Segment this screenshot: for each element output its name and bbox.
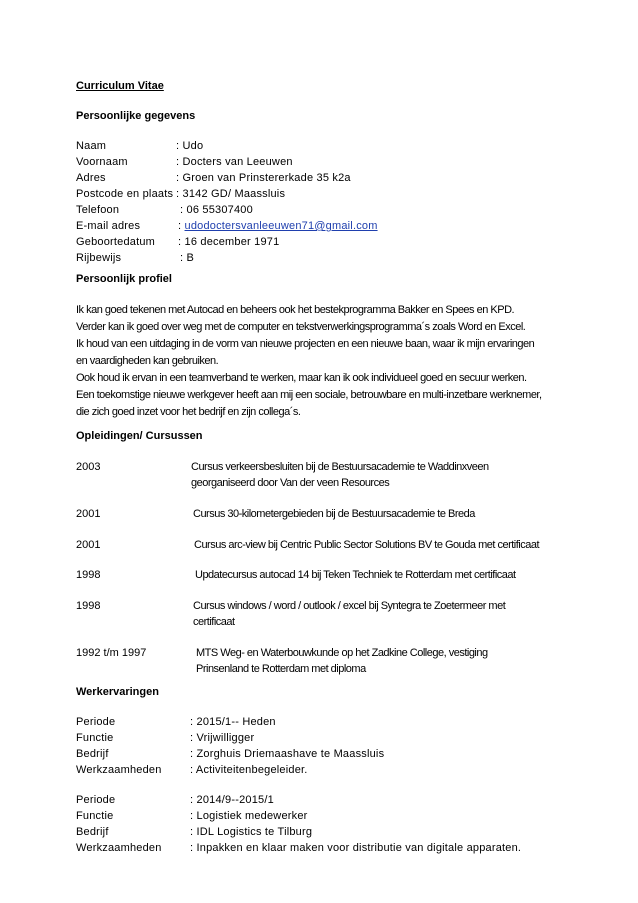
work-label: Functie xyxy=(76,732,114,744)
document-title: Curriculum Vitae xyxy=(76,80,164,92)
label-email: E-mail adres xyxy=(76,220,141,232)
education-desc: Updatecursus autocad 14 bij Teken Techniek te Rotterdam met certificaat xyxy=(195,569,516,581)
email-link[interactable]: udodoctersvanleeuwen71@gmail.com xyxy=(184,220,378,232)
profile-heading: Persoonlijk profiel xyxy=(76,273,172,285)
label-geboortedatum: Geboortedatum xyxy=(76,236,156,248)
label-naam: Naam xyxy=(76,140,107,152)
work-label: Functie xyxy=(76,810,114,822)
label-telefoon: Telefoon xyxy=(76,204,120,216)
education-year: 1998 xyxy=(76,600,101,612)
work-value: : Inpakken en klaar maken voor distributie van digitale apparaten. xyxy=(190,842,522,854)
work-value: : IDL Logistics te Tilburg xyxy=(190,826,313,838)
education-desc: MTS Weg- en Waterbouwkunde op het Zadkine College, vestiging xyxy=(196,647,488,659)
personal-heading: Persoonlijke gegevens xyxy=(76,110,196,122)
value-postcode: : 3142 GD/ Maassluis xyxy=(176,188,286,200)
profile-line: Ik kan goed tekenen met Autocad en beheers ook het bestekprogramma Bakker en Spees en KPD. xyxy=(76,304,515,316)
education-desc: Cursus windows / word / outlook / excel bij Syntegra te Zoetermeer met xyxy=(193,600,506,612)
value-rijbewijs: : B xyxy=(180,252,195,264)
education-year: 2001 xyxy=(76,508,101,520)
email-prefix: : xyxy=(178,220,185,232)
profile-line: Ik houd van een uitdaging in de vorm van nieuwe projecten en een nieuwe baan, waar ik mijn ervaringen xyxy=(76,338,535,350)
profile-line: Een toekomstige nieuwe werkgever heeft aan mij een sociale, betrouwbare en multi-inzetbare werknemer, xyxy=(76,389,542,401)
education-desc: certificaat xyxy=(193,616,235,628)
work-value: : Vrijwilligger xyxy=(190,732,255,744)
profile-line: Ook houd ik ervan in een teamverband te werken, maar kan ik ook individueel goed en secuur werken. xyxy=(76,372,527,384)
label-adres: Adres xyxy=(76,172,106,184)
education-desc: Cursus arc-view bij Centric Public Sector Solutions BV te Gouda met certificaat xyxy=(194,539,540,551)
work-value: : Activiteitenbegeleider. xyxy=(190,764,308,776)
work-label: Periode xyxy=(76,716,116,728)
education-year: 1992 t/m 1997 xyxy=(76,647,147,659)
education-heading: Opleidingen/ Cursussen xyxy=(76,430,203,442)
education-year: 1998 xyxy=(76,569,101,581)
value-naam: : Udo xyxy=(176,140,204,152)
value-email xyxy=(178,219,378,233)
value-telefoon: : 06 55307400 xyxy=(180,204,253,216)
profile-line: Verder kan ik goed over weg met de computer en tekstverwerkingsprogramma´s zoals Word en Excel. xyxy=(76,321,526,333)
education-desc: Prinsenland te Rotterdam met diploma xyxy=(196,663,366,675)
label-rijbewijs: Rijbewijs xyxy=(76,252,122,264)
profile-line: die zich goed inzet voor het bedrijf en zijn collega´s. xyxy=(76,406,301,418)
work-label: Werkzaamheden xyxy=(76,842,162,854)
education-year: 2001 xyxy=(76,539,101,551)
work-value: : 2014/9--2015/1 xyxy=(190,794,274,806)
value-adres: : Groen van Prinstererkade 35 k2a xyxy=(176,172,351,184)
label-postcode: Postcode en plaats xyxy=(76,188,174,200)
value-geboortedatum: : 16 december 1971 xyxy=(178,236,280,248)
value-voornaam: : Docters van Leeuwen xyxy=(176,156,293,168)
work-label: Werkzaamheden xyxy=(76,764,162,776)
work-value: : Zorghuis Driemaashave te Maassluis xyxy=(190,748,385,760)
work-value: : 2015/1-- Heden xyxy=(190,716,276,728)
education-desc: Cursus verkeersbesluiten bij de Bestuursacademie te Waddinxveen xyxy=(191,461,489,473)
work-value: : Logistiek medewerker xyxy=(190,810,308,822)
work-label: Periode xyxy=(76,794,116,806)
education-year: 2003 xyxy=(76,461,101,473)
work-heading: Werkervaringen xyxy=(76,686,159,698)
profile-line: en vaardigheden kan gebruiken. xyxy=(76,355,219,367)
education-desc: georganiseerd door Van der veen Resources xyxy=(191,477,390,489)
education-desc: Cursus 30-kilometergebieden bij de Bestuursacademie te Breda xyxy=(193,508,475,520)
work-label: Bedrijf xyxy=(76,748,109,760)
work-label: Bedrijf xyxy=(76,826,109,838)
label-voornaam: Voornaam xyxy=(76,156,128,168)
